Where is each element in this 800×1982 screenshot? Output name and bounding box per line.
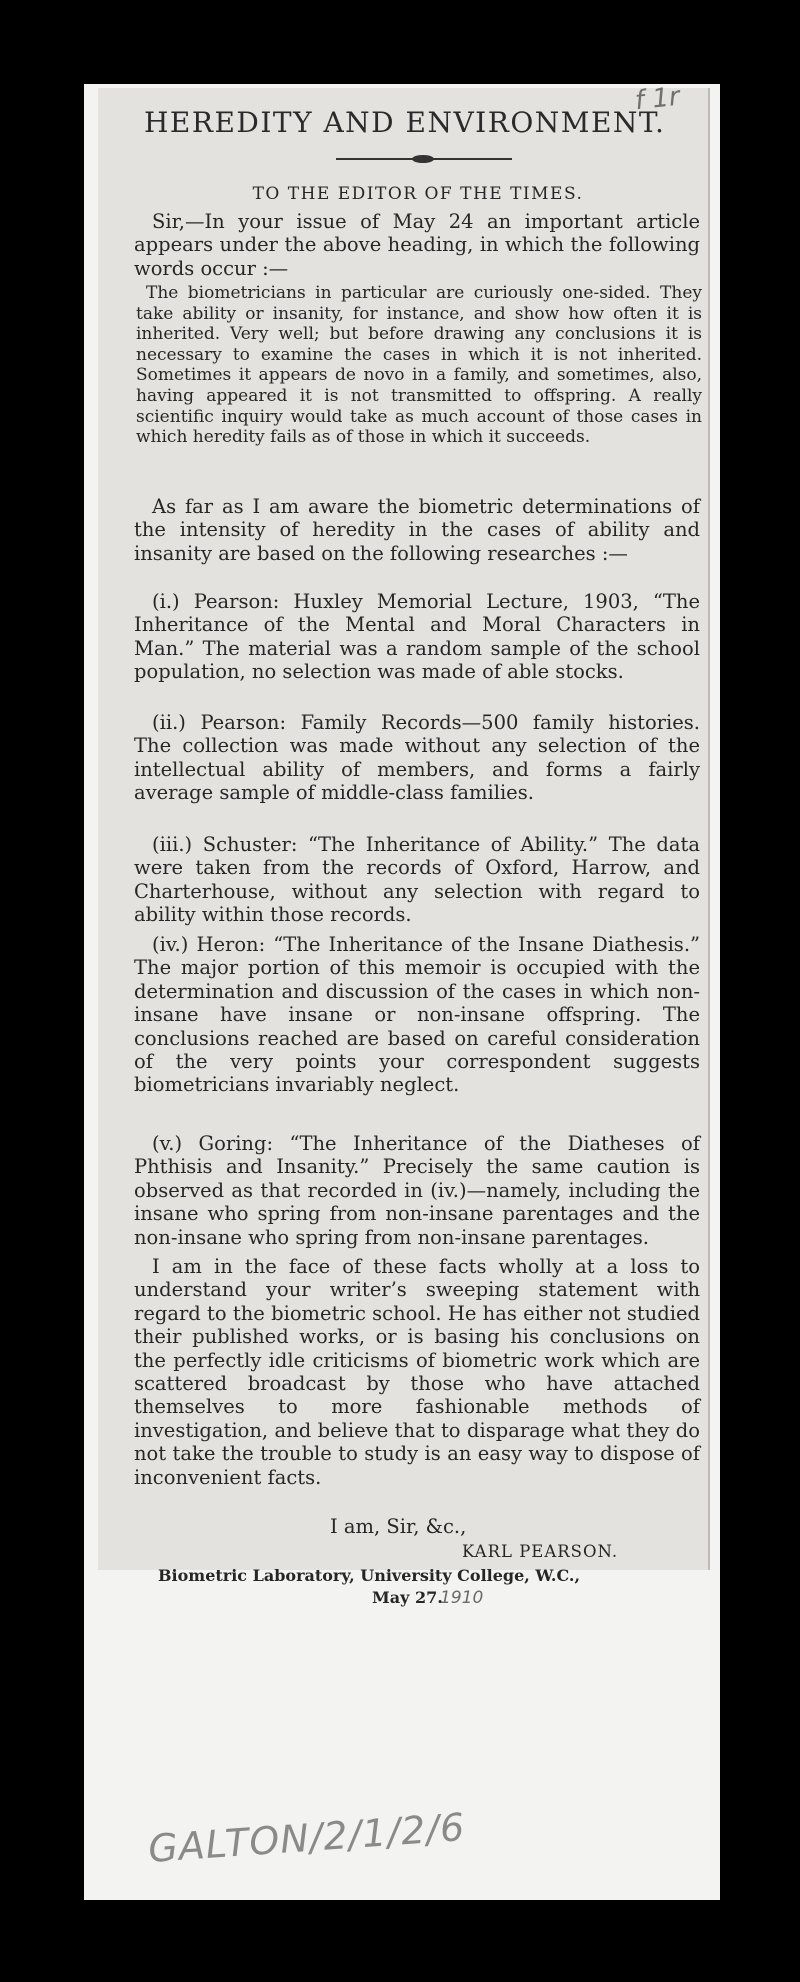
research-item: (iv.) Heron: “The Inheritance of the Insane Diathesis.” The major portion of this memoir is occupied with the determination and discussion of the cases in which non-insane have insane or non-insane offspring. The conclusions reached are based on careful consideration of the very points your correspondent suggests biometricians invariably neglect. [134,933,700,1097]
research-item: (i.) Pearson: Huxley Memorial Lecture, 1903, “The Inheritance of the Mental and Moral Characters in Man.” The material was a random sample of the school population, no selection was made of able stocks. [134,590,700,684]
research-item: (v.) Goring: “The Inheritance of the Diatheses of Phthisis and Insanity.” Precisely the same caution is observed as that recorded in (iv.)—namely, including the insane who spring from non-insane parentages and the non-insane who spring from non-insane parentages. [134,1132,700,1249]
archive-reference: GALTON/2/1/2/6 [146,1804,467,1872]
closing-paragraph: I am in the face of these facts wholly at a loss to understand your writer’s sweeping statement with regard to the biometric school. He has either not studied their published works, or is basing his conclusions on the perfectly idle criticisms of biometric work which are scattered broadcast by those who have attached themselves to more fashionable methods of investigation, and believe that to disparage what they do not take the trouble to study is an easy way to dispose of inconvenient facts. [134,1255,700,1489]
signature: KARL PEARSON. [462,1542,619,1561]
opening-paragraph: Sir,—In your issue of May 24 an important article appears under the above heading, in which the following words occur :— [134,210,700,280]
valediction: I am, Sir, &c., [330,1515,467,1538]
folio-annotation: f 1r [633,81,682,117]
quoted-passage: The biometricians in particular are curiously one-sided. They take ability or insanity, for instance, and show how often it is inherited. Very well; but before drawing any conclusions it is necessary to examine the cases in which it is not inherited. Sometimes it appears de novo in a family, and sometimes, also, having appeared it is not transmitted to offspring. A really scientific inquiry would take as much account of those cases in which heredity fails as of those in which it succeeds. [136,283,702,448]
date-line: May 27. [372,1588,443,1607]
ornamental-rule [336,156,512,161]
addressee-heading: TO THE EDITOR OF THE TIMES. [252,184,584,204]
intro-paragraph: As far as I am aware the biometric determinations of the intensity of heredity in the cases of ability and insanity are based on the following researches :— [134,495,700,565]
headline: HEREDITY AND ENVIRONMENT. [144,106,666,139]
address-line: Biometric Laboratory, University College, W.C., [158,1566,581,1585]
research-item: (iii.) Schuster: “The Inheritance of Ability.” The data were taken from the records of Oxford, Harrow, and Charterhouse, without any selection with regard to ability within those records. [134,833,700,927]
date-annotation: 1910 [440,1588,484,1608]
research-item: (ii.) Pearson: Family Records—500 family histories. The collection was made without any selection of the intellectual ability of members, and forms a fairly average sample of middle-class families. [134,711,700,805]
